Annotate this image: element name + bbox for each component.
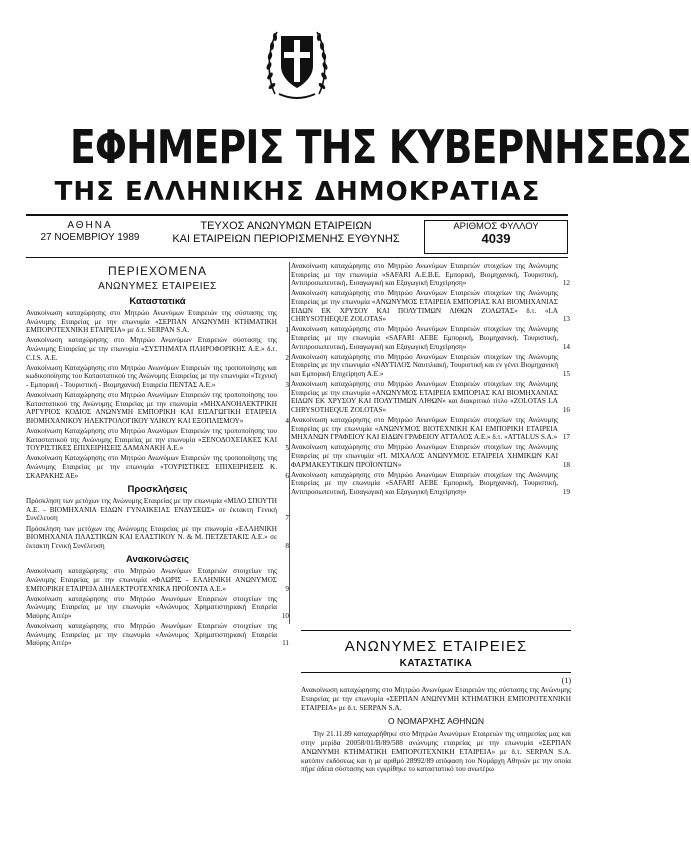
toc-entry-text: Ανακοίνωση καταχώρησης στο Μητρώο Ανωνύμων Εταιρειών στοιχείων της Ανώνυμης Εταιρείας με την επωνυμία «Ανώνυμος Χρηματιστηριακή Εταιρεία Μαύρης Αιτέρ»: [26, 622, 277, 648]
toc-entry-text: Ανακοίνωση καταχώρησης στο Μητρώο Ανωνύμων Εταιρειών στοιχείων της Ανώνυμης Εταιρείας με την επωνυμία «Π. ΜΙΧΑΛΟΣ ΑΝΩΝΥΜΟΣ ΕΤΑΙΡΕΙΑ ΧΗΜΙΚΩΝ ΚΑΙ ΦΑΡΜΑΚΕΥΤΙΚΩΝ ΠΡΟΪΟΝΤΩΝ»: [291, 443, 558, 469]
toc-entry-text: Ανακοίνωση καταχώρησης στο Μητρώο Ανωνύμων Εταιρειών στοιχείων της Ανώνυμης Εταιρείας με την επωνυμία «ΝΑΥΤΙΛΟΣ Ναυτιλιακή, Τουριστική και εν γένει Βιομηχανική και Εμπορική Επιχείρηση Α.Ε.»: [291, 352, 558, 378]
toc-entry[interactable]: [26, 497, 289, 523]
sheet-number-box: [424, 220, 568, 254]
toc-entry[interactable]: [26, 454, 289, 480]
column-divider: [289, 262, 290, 624]
issue-type-line2: ΚΑΙ ΕΤΑΙΡΕΙΩΝ ΠΕΡΙΟΡΙΣΜΕΝΗΣ ΕΥΘΥΝΗΣ: [172, 232, 400, 245]
gazette-subtitle: ΤΗΣ ΕΛΛΗΝΙΚΗΣ ΔΗΜΟΚΡΑΤΙΑΣ: [54, 177, 541, 207]
toc-category-title: Προσκλήσεις: [127, 484, 188, 496]
toc-entry-text: Ανακοίνωση καταχώρησης στο Μητρώο Ανωνύμων Εταιρειών σύστασης της Ανώνυμης Εταιρείας με την επωνυμία «ΣΥΣΤΗΜΑΤΑ ΠΛΗΡΟΦΟΡΙΚΗΣ Α.Ε.» δ.τ. C.I.S. Α.Ε.: [26, 336, 277, 362]
article-number: (1): [561, 676, 571, 685]
header-rule: [26, 214, 568, 216]
toc-category-title: Καταστατικά: [129, 296, 186, 307]
issue-place: ΑΘΗΝΑ: [67, 220, 113, 231]
toc-entry[interactable]: [291, 416, 570, 442]
toc-heading: ΠΕΡΙΕΧΟΜΕΝΑ: [107, 264, 208, 278]
toc-entry-page: 11: [282, 639, 289, 648]
toc-entry-text: Ανακοίνωση καταχώρησης στο Μητρώο Ανωνύμων Εταιρειών στοιχείων της Ανώνυμης Εταιρείας με την επωνυμία «SAFARI AEBE Εμπορική, Βιομηχανική, Τουριστική, Αντιπροσωπευτική, Εισαγωγική και Εξαγωγική Επιχείρηση»: [291, 325, 558, 351]
section-title: ΑΝΩΝΥΜΕΣ ΕΤΑΙΡΕΙΕΣ: [344, 638, 528, 655]
toc-entry[interactable]: [26, 622, 289, 648]
toc-entry-text: Πρόσκληση των μετόχων της Ανώνυμης Εταιρείας με την επωνυμία «ΕΛΛΗΝΙΚΗ ΒΙΟΜΗΧΑΝΙΑ ΠΛΑΣΤΙΚΩΝ ΚΑΙ ΕΛΑΣΤΙΚΟΥ Ν. & Μ. ΠΕΤΖΕΤΑΚΙΣ Α.Ε.» σε έκτακτη Γενική Συνέλευση: [26, 524, 277, 550]
toc-entry-text: Ανακοίνωση Καταχώρησης στο Μητρώο Ανωνύμων Εταιρειών της τροποποίησης και κωδικοποίησης του Καταστατικού της Ανώνυμης Εταιρείας με την επωνυμία «Τεχνική - Εμπορική - Τουριστική - Βιομηχανική Εταιρεία ΠΕΝΤΑΣ Α.Ε.»: [26, 363, 277, 389]
toc-entry[interactable]: [26, 525, 289, 551]
toc-entry[interactable]: [291, 262, 570, 288]
toc-entry-page: 14: [562, 342, 570, 351]
toc-entry-page: 4: [285, 416, 289, 425]
section-rule-top: [301, 630, 571, 631]
toc-entry-page: 1: [285, 326, 289, 335]
toc-entry[interactable]: [291, 443, 570, 469]
greek-coat-of-arms-icon: [263, 14, 331, 102]
toc-entry[interactable]: [291, 471, 570, 497]
toc-entry[interactable]: [26, 427, 289, 453]
toc-entry-text: Ανακοίνωση καταχώρησης στο Μητρώο Ανωνύμων Εταιρειών της σύστασης της Ανώνυμης Εταιρείας με την επωνυμία «ΣΕΡΠΑΝ ΑΝΩΝΥΜΗ ΚΤΗΜΑΤΙΚΗ ΕΜΠΟΡΟΤΕΧΝΙΚΗ ΕΤΑΙΡΕΙΑ» με δ.τ. SERPAN S.A.: [26, 309, 277, 335]
issue-type: [161, 220, 411, 245]
toc-entry-page: 12: [562, 279, 570, 288]
toc-entry-text: Πρόσκληση των μετόχων της Ανώνυμης Εταιρείας με την επωνυμία «ΜΙΛΟ ΣΠΟΥΤΗ Α.Ε. - ΒΙΟΜΗΧΑΝΙΑ ΕΙΔΩΝ ΓΥΝΑΙΚΕΙΑΣ ΕΝΔΥΣΕΩΣ» σε έκτακτη Γενική Συνέλευση: [26, 497, 277, 523]
toc-entry-page: 9: [285, 584, 289, 593]
toc-entry-page: 17: [562, 433, 570, 442]
toc-entry[interactable]: [291, 289, 570, 323]
toc-entry[interactable]: [26, 364, 289, 390]
toc-entry-page: 3: [285, 380, 289, 389]
article-text: Την 21.11.89 καταχωρήθηκε στο Μητρώο Ανωνύμων Εταιρειών της υπηρεσίας μας και στην μερίδα 20058/01/Β/89/588 ανώνυμης εταιρείας με την επωνυμία «ΣΕΡΠΑΝ ΑΝΩΝΥΜΗ ΚΤΗΜΑΤΙΚΗ ΕΜΠΟΡΟΤΕΧΝΙΚΗ ΕΤΑΙΡΕΙΑ» με δ.τ. SERPAN S.A. κατόπιν εκδόσεως και η με αριθμό 28992/89 απόφαση του Νομάρχη Αθηνών με την οποία πήρε άδεια σύστασης και εγκρίθηκε το καταστατικό του ανωτέρω: [301, 729, 571, 774]
toc-left-column: [26, 262, 289, 650]
sheet-number-label: ΑΡΙΘΜΟΣ ΦΥΛΛΟΥ: [453, 221, 539, 232]
toc-entry-page: 16: [562, 405, 570, 414]
toc-entry-text: Ανακοίνωση Καταχώρησης στο Μητρώο Ανωνύμων Εταιρειών της τροποποίησης του Καταστατικού της Ανώνυμης Εταιρείας με την επωνυμία «ΜΗΧΑΝΟΗΛΕΚΤΡΙΚΗ ΑΡΓΥΡΙΟΣ ΚΟΔΙΟΣ ΑΝΩΝΥΜΗ ΕΜΠΟΡΙΚΗ ΚΑΙ ΕΙΣΑΓΩΓΙΚΗ ΕΤΑΙΡΕΙΑ ΒΙΟΜΗΧΑΝΙΚΟΥ ΗΛΕΚΤΡΟΛΟΓΙΚΟΥ ΥΛΙΚΟΥ ΚΑΙ ΕΞΟΠΛΙΣΜΟΥ»: [26, 391, 277, 425]
toc-entry[interactable]: [26, 309, 289, 335]
toc-entry-text: Ανακοίνωση καταχώρησης στο Μητρώο Ανωνύμων Εταιρειών στοιχείων της Ανώνυμης Εταιρείας με την επωνυμία «ΑΝΩΝΥΜΟΣ ΕΤΑΙΡΕΙΑ ΕΜΠΟΡΙΑΣ ΚΑΙ ΒΙΟΜΗΧΑΝΙΑΣ ΕΙΔΩΝ ΕΚ ΧΡΥΣΟΥ ΚΑΙ ΠΟΛΥΤΙΜΩΝ ΛΙΘΩΝ ΖΟΛΩΤΑΣ» δ.τ. «LA CHRYSOTHEQUE ZOLOTAS»: [291, 289, 558, 324]
toc-entry-page: 5: [285, 444, 289, 453]
sheet-number: 4039: [481, 231, 511, 246]
toc-category-title: Ανακοινώσεις: [126, 554, 189, 566]
toc-entry-text: Ανακοίνωση καταχώρησης στο Μητρώο Ανωνύμων Εταιρειών στοιχείων της Ανώνυμης Εταιρείας με την επωνυμία «ΦΛΩΡΙΣ - ΕΛΛΗΝΙΚΗ ΑΝΩΝΥΜΟΣ ΕΜΠΟΡΙΚΗ ΕΤΑΙΡΕΙΑ ΔΙΗΛΕΚΤΡΟΤΕΧΝΙΚΑ ΠΡΟΪΟΝΤΑ Α.Ε.»: [26, 567, 277, 593]
section-subtitle: ΚΑΤΑΣΤΑΤΙΚΑ: [399, 658, 473, 669]
issue-date: 27 ΝΟΕΜΒΡΙΟΥ 1989: [40, 232, 140, 243]
issue-type-line1: ΤΕΥΧΟΣ ΑΝΩΝΥΜΩΝ ΕΤΑΙΡΕΙΩΝ: [200, 220, 372, 232]
toc-entry-page: 13: [562, 315, 570, 324]
issue-header: [26, 220, 568, 254]
toc-entry-text: Ανακοίνωση καταχώρησης στο Μητρώο Ανωνύμων Εταιρειών στοιχείων της Ανώνυμης Εταιρείας με την επωνυμία «SAFARI AEBE Εμπορική, Βιομηχανική, Τουριστική, Αντιπροσωπευτική, Εισαγωγική και Εξαγωγική Επιχείρηση»: [291, 470, 558, 496]
header-rule-bottom: [26, 257, 568, 258]
toc-right-column: [291, 262, 570, 498]
toc-entry[interactable]: [291, 325, 570, 351]
toc-entry[interactable]: [291, 353, 570, 379]
toc-entry-page: 19: [562, 488, 570, 496]
toc-entry-page: 2: [285, 353, 289, 362]
toc-entry-text: Ανακοίνωση Καταχώρησης στο Μητρώο Ανωνύμων Εταιρειών της τροποποίησης του Καταστατικού της Ανώνυμης Εταιρείας με την επωνυμία «ΞΕΝΟΔΟΧΕΙΑΚΕΣ ΚΑΙ ΤΟΥΡΙΣΤΙΚΕΣ ΕΠΙΧΕΙΡΗΣΕΙΣ ΔΑΜΑΝΑΚΗ Α.Ε.»: [26, 427, 277, 453]
issue-place-date: [26, 220, 154, 244]
toc-entry-text: Ανακοίνωση καταχώρησης στο Μητρώο Ανωνύμων Εταιρειών στοιχείων της Ανώνυμης Εταιρείας με την επωνυμία «ΑΝΩΝΥΜΟΣ ΒΙΟΤΕΧΝΙΚΗ ΚΑΙ ΕΜΠΟΡΙΚΗ ΕΤΑΙΡΕΙΑ ΜΗΧΑΝΩΝ ΓΡΑΦΕΙΟΥ ΚΑΙ ΕΙΔΩΝ ΓΡΑΦΕΙΟΥ ΑΤΤΑΛΟΣ Α.Ε.» δ.τ. «ATTALUS S.A.»: [291, 416, 558, 442]
toc-entry-text: Ανακοίνωση καταχώρησης στο Μητρώο Ανωνύμων Εταιρειών στοιχείων της Ανώνυμης Εταιρείας με την επωνυμία «ΑΝΩΝΥΜΟΣ ΕΤΑΙΡΕΙΑ ΕΜΠΟΡΙΑΣ ΚΑΙ ΒΙΟΜΗΧΑΝΙΑΣ ΕΙΔΩΝ ΕΚ ΧΡΥΣΟΥ ΚΑΙ ΠΟΛΥΤΙΜΩΝ ΛΙΘΩΝ» και διακριτικό τίτλο «ZOLOTAS LA CHRYSOTHEQUE ZOLOTAS»: [291, 380, 558, 414]
section-rule-bottom: [301, 672, 571, 673]
toc-entry-page: 6: [285, 471, 289, 480]
article-authority: Ο ΝΟΜΑΡΧΗΣ ΑΘΗΝΩΝ: [388, 716, 484, 727]
toc-entry-text: Ανακοίνωση καταχώρησης στο Μητρώο Ανωνύμων Εταιρειών στοιχείων της Ανώνυμης Εταιρείας με την επωνυμία «SAFARI A.E.B.E. Εμπορική, Βιομηχανική, Τουριστική, Αντιπροσωπευτική, Εισαγωγική και Εξαγωγική Επιχείρηση»: [291, 262, 558, 288]
toc-entry-page: 10: [281, 611, 289, 620]
toc-entry[interactable]: [26, 595, 289, 621]
toc-entry-page: 8: [285, 541, 289, 550]
toc-entry[interactable]: [291, 380, 570, 414]
toc-entry-page: 7: [285, 514, 289, 523]
toc-entry-page: 15: [562, 369, 570, 378]
toc-entry[interactable]: [26, 336, 289, 362]
toc-entry-text: Ανακοίνωση Καταχώρησης στο Μητρώο Ανωνύμων Εταιρειών της τροποποίησης της Ανώνυμης Εταιρείας με την επωνυμία «ΤΟΥΡΙΣΤΙΚΕΣ ΕΠΙΧΕΙΡΗΣΕΙΣ Κ. ΣΚΑΡΑΚΗΣ ΑΕ»: [26, 454, 277, 480]
toc-entry[interactable]: [26, 391, 289, 425]
toc-entry-page: 18: [562, 460, 570, 469]
toc-subheading: ΑΝΩΝΥΜΕΣ ΕΤΑΙΡΕΙΕΣ: [98, 281, 217, 292]
toc-entry-text: Ανακοίνωση καταχώρησης στο Μητρώο Ανωνύμων Εταιρειών στοιχείων της Ανώνυμης Εταιρείας με την επωνυμία «Ανώνυμος Χρηματιστηριακή Εταιρεία Μαύρης Αιτέρ»: [26, 594, 277, 620]
toc-entry[interactable]: [26, 567, 289, 593]
gazette-title: ΕΦΗΜΕΡΙΣ ΤΗΣ ΚΥΒΕΡΝΗΣΕΩΣ: [69, 120, 691, 174]
article-body: [301, 686, 571, 777]
article-intro: Ανακοίνωση καταχώρησης στο Μητρώο Ανωνύμων Εταιρειών της σύστασης της Ανώνυμης Εταιρείας με την επωνυμία «ΣΕΡΠΑΝ ΑΝΩΝΥΜΗ ΚΤΗΜΑΤΙΚΗ ΕΜΠΟΡΟΤΕΧΝΙΚΗ ΕΤΑΙΡΕΙΑ» με δ.τ. SERPAN S.A.: [301, 685, 571, 712]
